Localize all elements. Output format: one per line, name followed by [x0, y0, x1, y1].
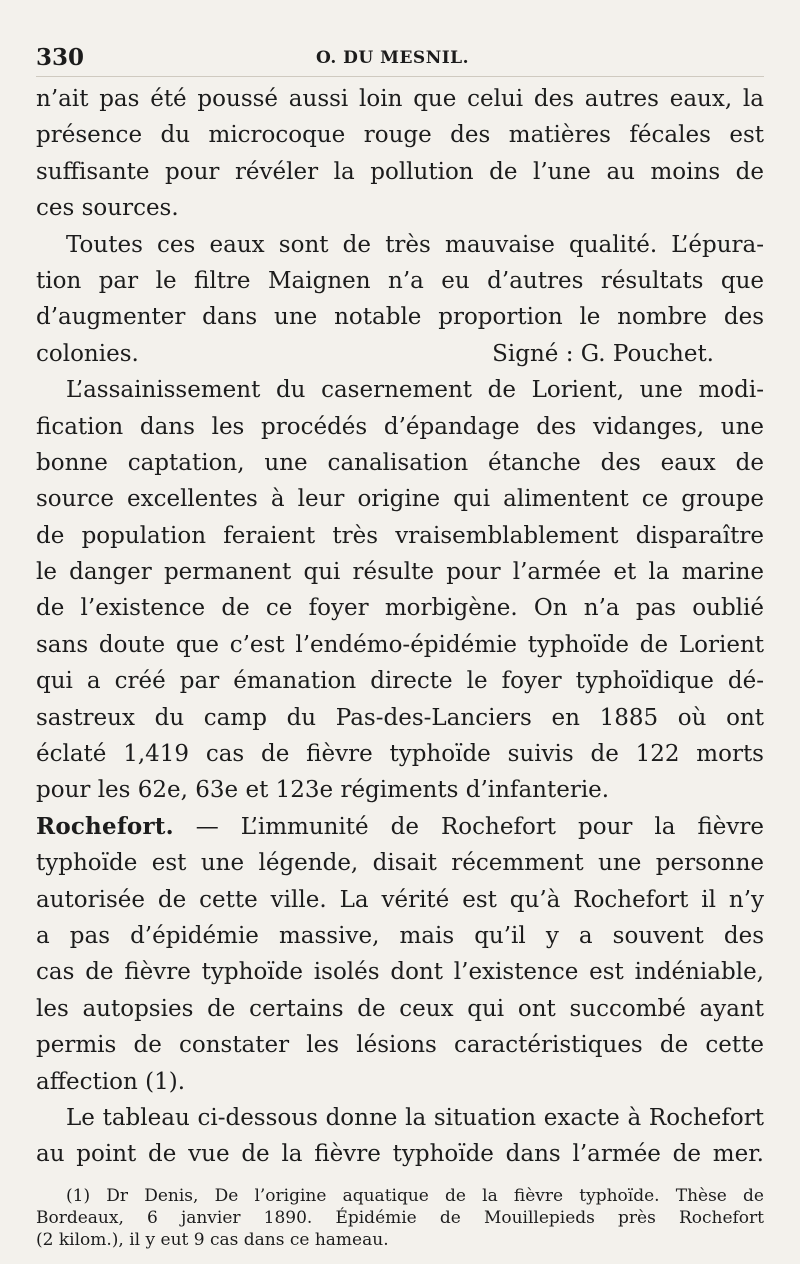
text-line: typhoïde est une légende, disait récemment une personne	[36, 850, 764, 877]
text-line: tion par le filtre Maignen n’a eu d’autres résultats que	[36, 267, 764, 294]
text-line: a pas d’épidémie massive, mais qu’il y a souvent des	[36, 922, 764, 949]
text-line: qui a créé par émanation directe le foyer typhoïdique dé-	[36, 668, 764, 695]
body-text	[36, 81, 764, 1173]
footnotes	[36, 1185, 764, 1251]
text-line: fication dans les procédés d’épandage des vidanges, une	[36, 413, 764, 440]
paragraph-lorient	[36, 372, 764, 809]
text-line: L’assainissement du casernement de Lorient, une modi-	[66, 377, 764, 404]
section-lead-rochefort: Rochefort.	[36, 812, 174, 840]
text-line-lead	[36, 809, 764, 845]
text-line: de l’existence de ce foyer morbigène. On n’a pas oublié	[36, 595, 764, 622]
text-line: sans doute que c’est l’endémo-épidémie typhoïde de Lorient	[36, 631, 764, 658]
footnote-line: (2 kilom.), il y eut 9 cas dans ce hameau.	[36, 1229, 389, 1250]
text-line: affection (1).	[36, 1068, 186, 1095]
text-line: au point de vue de la fièvre typhoïde dans l’armée de mer.	[36, 1141, 764, 1168]
text-line: n’ait pas été poussé aussi loin que celui des autres eaux, la	[36, 86, 764, 112]
text-line: autorisée de cette ville. La vérité est qu’à Rochefort il n’y	[36, 886, 764, 913]
text-line: cas de fièvre typhoïde isolés dont l’existence est indéniable,	[36, 959, 764, 986]
footnote-line: Bordeaux, 6 janvier 1890. Épidémie de Mouillepieds près Rochefort	[36, 1207, 764, 1228]
page-number: 330	[36, 44, 85, 71]
text-line: sastreux du camp du Pas-des-Lanciers en 1885 où ont	[36, 704, 764, 731]
lead-rest: — L’immunité de Rochefort pour la fièvre	[173, 813, 764, 840]
text-line: les autopsies de certains de ceux qui ont succombé ayant	[36, 995, 764, 1022]
paragraph-rochefort	[36, 809, 764, 1100]
paragraph-continuation	[36, 81, 764, 227]
text-line: ces sources.	[36, 195, 179, 222]
footnote-line: (1) Dr Denis, De l’origine aquatique de la fièvre typhoïde. Thèse de	[66, 1185, 764, 1206]
text-line: permis de constater les lésions caractéristiques de cette	[36, 1032, 764, 1059]
paragraph-table-intro	[36, 1100, 764, 1173]
text-line: bonne captation, une canalisation étanche des eaux de	[36, 449, 764, 476]
text-line: éclaté 1,419 cas de fièvre typhoïde suivis de 122 morts	[36, 741, 764, 768]
text-line: suffisante pour révéler la pollution de l’une au moins de	[36, 158, 764, 185]
page-header	[36, 36, 764, 77]
text-line-signature	[36, 336, 764, 372]
closing-word: colonies.	[36, 340, 139, 367]
text-line: le danger permanent qui résulte pour l’armée et la marine	[36, 559, 764, 586]
text-line: d’augmenter dans une notable proportion le nombre des	[36, 304, 764, 331]
text-line: de population feraient très vraisemblablement disparaître	[36, 522, 764, 549]
text-line: Toutes ces eaux sont de très mauvaise qualité. L’épura-	[66, 231, 764, 258]
text-line: Le tableau ci-dessous donne la situation exacte à Rochefort	[66, 1104, 764, 1131]
text-line: source excellentes à leur origine qui alimentent ce groupe	[36, 486, 764, 513]
text-line: présence du microcoque rouge des matières fécales est	[36, 122, 764, 149]
signature: Signé : G. Pouchet.	[492, 340, 714, 367]
running-head: O. DU MESNIL.	[316, 48, 470, 68]
paragraph-water-quality	[36, 227, 764, 373]
text-line: pour les 62e, 63e et 123e régiments d’infanterie.	[36, 777, 610, 804]
